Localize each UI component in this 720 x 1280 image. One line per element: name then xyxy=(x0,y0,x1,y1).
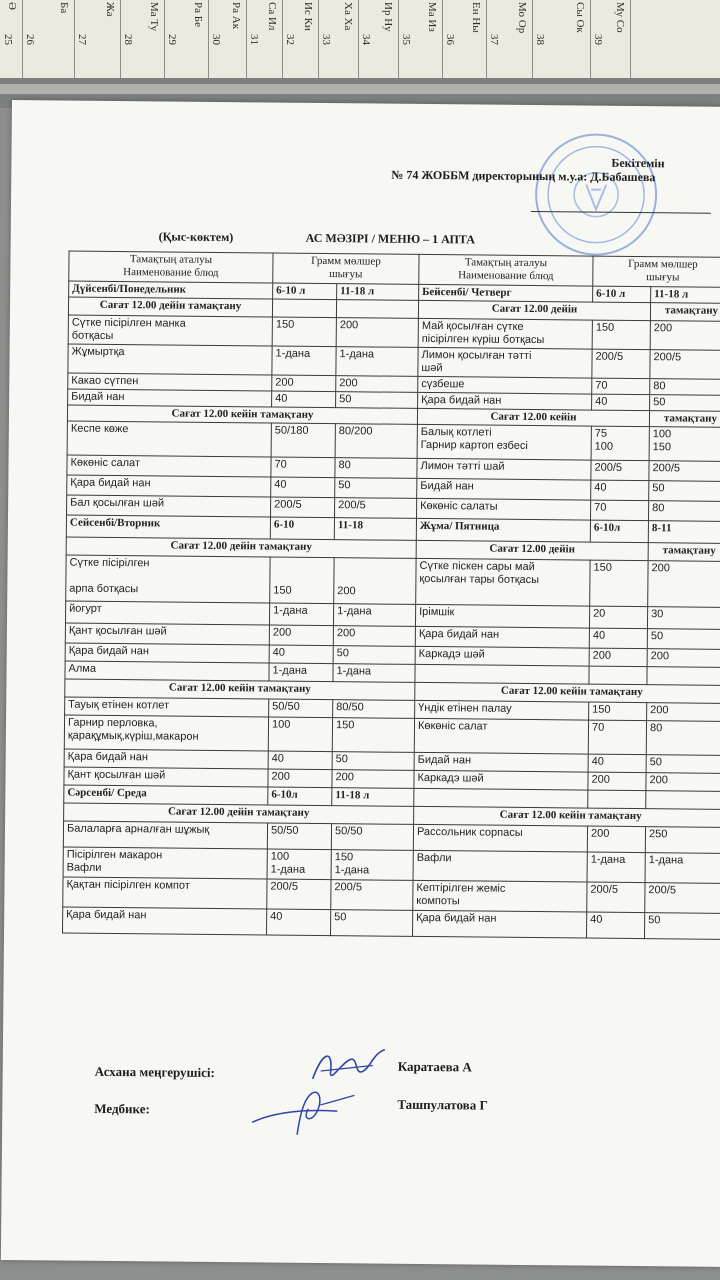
menu-cell xyxy=(646,791,720,810)
menu-cell: 150 xyxy=(270,557,334,604)
menu-day-header: 11-18 л xyxy=(651,287,720,304)
menu-cell: 50 xyxy=(644,913,720,940)
menu-cell: Қара бидай нан xyxy=(67,475,271,497)
menu-cell: Қара бидай нан xyxy=(418,392,592,410)
menu-cell: Қақтан пісірілген компот xyxy=(63,877,267,909)
menu-section-header: Сағат 12.00 кейін тамақтану xyxy=(415,682,720,703)
menu-section-header: Сағат 12.00 дейін xyxy=(416,540,648,560)
menu-cell: 40 xyxy=(268,751,332,770)
register-column xyxy=(532,0,591,78)
menu-cell: 50/180 xyxy=(271,423,335,458)
menu-cell: Рассольник сорпасы xyxy=(413,824,587,852)
menu-day-header: 11-18 л xyxy=(332,788,414,807)
menu-cell: 200 xyxy=(587,826,645,853)
menu-cell: 50 xyxy=(646,755,720,774)
menu-cell: 50 xyxy=(333,646,415,665)
menu-section-header: Сағат 12.00 кейін тамақтану xyxy=(67,405,417,424)
menu-cell: 1-дана xyxy=(333,664,415,683)
register-column xyxy=(282,0,319,78)
menu-cell: 100 xyxy=(268,717,332,752)
menu-cell: йогурт xyxy=(65,601,269,625)
menu-cell: 200 xyxy=(588,772,646,791)
menu-cell: 40 xyxy=(591,480,649,501)
register-column xyxy=(164,0,209,78)
menu-day-header: 6-10 xyxy=(270,517,334,540)
menu-cell: 200/5 xyxy=(645,883,720,914)
menu-cell: 50/50 xyxy=(267,823,331,850)
season-label: (Қыс-көктем) xyxy=(158,229,234,245)
menu-cell xyxy=(336,300,418,319)
menu-cell: 200 xyxy=(268,769,332,788)
menu-cell: 50 xyxy=(649,481,720,502)
menu-cell: 40 xyxy=(266,909,330,936)
menu-cell: 40 xyxy=(588,754,646,773)
menu-day-header: 11-18 л xyxy=(337,284,419,301)
menu-cell: 40 xyxy=(586,912,644,939)
menu-cell: Жұмыртқа xyxy=(68,344,272,375)
menu-column-header: Грамм мөлшер шығуы xyxy=(273,253,419,284)
menu-cell: 150 xyxy=(592,320,650,350)
menu-cell: Сүтке пісірілген манка ботқасы xyxy=(68,315,272,346)
register-column xyxy=(398,0,443,78)
menu-table xyxy=(62,251,720,940)
menu-cell: 200/5 xyxy=(271,497,335,518)
register-student-name: Ма Ту xyxy=(148,2,160,32)
menu-title: АС МӘЗІРІ / МЕНЮ – 1 АПТА xyxy=(305,230,475,247)
register-row-number: 32 xyxy=(284,34,296,45)
register-student-name: Му Со xyxy=(614,2,626,33)
menu-section-header: Сағат 12.00 дейін тамақтану xyxy=(66,537,416,558)
menu-cell: Кеспе көже xyxy=(67,421,271,457)
menu-cell: 40 xyxy=(592,394,650,411)
menu-day-header: 6-10л xyxy=(590,520,648,543)
menu-cell: 1-дана xyxy=(269,603,333,626)
menu-cell: 80 xyxy=(335,458,417,479)
menu-day-header: Дүйсенбі/Понедельник xyxy=(69,281,273,299)
menu-cell: 50/50 xyxy=(269,699,333,718)
clip-bar xyxy=(0,84,720,94)
register-row-number: 35 xyxy=(400,34,412,45)
register-row-number: 34 xyxy=(360,34,372,45)
menu-cell: Кептірілген жеміс компоты xyxy=(413,880,587,912)
register-column xyxy=(22,0,75,78)
menu-cell: 80 xyxy=(648,501,720,522)
menu-cell: 75 100 xyxy=(591,426,649,461)
register-column xyxy=(358,0,399,78)
menu-cell: 50/50 xyxy=(331,824,413,851)
menu-day-header: 6-10л xyxy=(268,787,332,806)
menu-cell: Үндік етінен палау xyxy=(415,700,589,720)
menu-cell: 200 xyxy=(589,648,647,667)
menu-cell: 100 1-дана xyxy=(267,849,331,880)
nurse-signature-icon xyxy=(242,1082,363,1143)
menu-cell: 200/5 xyxy=(331,880,413,911)
menu-cell: 80 xyxy=(650,379,720,396)
menu-cell: сүзбеше xyxy=(418,376,592,394)
menu-cell: 1-дана xyxy=(587,852,645,883)
menu-column-header: Грамм мөлшер шығуы xyxy=(593,256,720,287)
menu-cell: Гарнир перловка, қарақұмық,күріш,макарон xyxy=(64,715,268,751)
menu-cell: 40 xyxy=(589,628,647,649)
menu-cell: Қара бидай нан xyxy=(63,907,267,935)
menu-section-header: Сағат 12.00 кейін тамақтану xyxy=(65,679,415,700)
menu-cell: 150 1-дана xyxy=(331,850,413,881)
menu-cell: 30 xyxy=(647,607,720,630)
menu-cell: 200 xyxy=(650,321,720,351)
menu-cell: 50 xyxy=(330,910,412,937)
menu-cell: Сүтке піскен сары май қосылған тары ботқасы xyxy=(416,558,590,606)
register-student-name: Са Ил xyxy=(266,2,278,31)
menu-cell: Вафли xyxy=(413,850,587,882)
menu-section-header: Сағат 12.00 кейін тамақтану xyxy=(414,806,720,827)
menu-cell: 40 xyxy=(272,391,336,408)
menu-day-header: Бейсенбі/ Четверг xyxy=(419,284,593,302)
menu-section-header: тамақтану xyxy=(649,411,720,428)
menu-cell: 200 xyxy=(647,703,720,722)
menu-cell: 200/5 xyxy=(650,350,720,380)
menu-cell: 50 xyxy=(332,752,414,771)
register-student-name: Ра Ак xyxy=(230,2,242,30)
register-row-number: 33 xyxy=(320,34,332,45)
menu-day-header: Жұма/ Пятница xyxy=(416,518,590,542)
menu-cell: Қара бидай нан xyxy=(412,910,586,938)
menu-section-header: Сағат 12.00 дейін xyxy=(418,300,650,320)
menu-cell: 200 xyxy=(272,375,336,392)
menu-cell: 50 xyxy=(650,395,720,412)
menu-cell: Бидай нан xyxy=(417,478,591,500)
menu-cell: 200 xyxy=(336,318,418,348)
menu-cell: 1-дана xyxy=(269,663,333,682)
register-column xyxy=(120,0,165,78)
register-row-number: 31 xyxy=(248,34,260,45)
register-student-name: Ис Ки xyxy=(302,2,314,31)
register-row-number: 30 xyxy=(210,34,222,45)
register-column xyxy=(442,0,487,78)
menu-cell: Бидай нан xyxy=(414,752,588,772)
menu-cell: 200/5 xyxy=(592,349,650,379)
menu-cell: 1-дана xyxy=(333,604,415,627)
register-column xyxy=(208,0,247,78)
menu-section-header: тамақтану xyxy=(648,543,720,562)
menu-cell: 150 xyxy=(272,317,336,347)
menu-cell: 150 xyxy=(589,702,647,721)
register-column xyxy=(0,0,23,78)
menu-cell: Алма xyxy=(65,661,269,681)
menu-cell xyxy=(589,666,647,685)
menu-column-header: Тамақтың аталуы Наименование блюд xyxy=(69,251,273,283)
register-column xyxy=(318,0,359,78)
register-row-number: 36 xyxy=(444,34,456,45)
menu-cell: 1-дана xyxy=(272,346,336,376)
register-student-name: Ба xyxy=(58,2,70,14)
menu-section-header: Сағат 12.00 дейін тамақтану xyxy=(64,803,414,824)
register-student-name: Ен Ны xyxy=(470,2,482,33)
menu-cell: 100 150 xyxy=(649,427,720,462)
menu-cell: 80 xyxy=(646,721,720,756)
menu-cell: 70 xyxy=(271,457,335,478)
menu-cell: Қара бидай нан xyxy=(64,749,268,769)
menu-cell: 200/5 xyxy=(591,460,649,481)
menu-cell xyxy=(272,299,336,318)
menu-cell: 20 xyxy=(589,606,647,629)
menu-cell: 150 xyxy=(590,560,648,607)
menu-cell: Көкөніс салат xyxy=(414,718,588,754)
class-register-sheet xyxy=(0,0,720,80)
menu-cell: 50 xyxy=(336,392,418,409)
register-row-number: 25 xyxy=(2,34,14,45)
menu-cell: 70 xyxy=(590,500,648,521)
menu-cell: 50 xyxy=(335,478,417,499)
nurse-label: Медбике: xyxy=(94,1100,150,1117)
register-column xyxy=(590,0,631,78)
menu-cell: Балық котлеті Гарнир картоп езбесі xyxy=(417,424,591,460)
menu-cell: 200/5 xyxy=(267,879,331,910)
register-row-number: 27 xyxy=(76,34,88,45)
menu-cell: Балаларға арналған шұжық xyxy=(63,821,267,849)
register-student-name: Ә xyxy=(6,2,18,10)
menu-section-header: тамақтану xyxy=(650,303,720,322)
menu-cell: Көкөніс салаты xyxy=(417,498,591,520)
register-row-number: 28 xyxy=(122,34,134,45)
menu-cell: Қант қосылған шәй xyxy=(65,623,269,645)
menu-cell: Бал қосылған шәй xyxy=(67,495,271,517)
menu-cell: 40 xyxy=(271,477,335,498)
menu-cell: 200 xyxy=(333,626,415,647)
menu-cell: 200 xyxy=(269,625,333,646)
menu-cell: 1-дана xyxy=(336,347,418,377)
menu-cell: Қара бидай нан xyxy=(415,626,589,648)
menu-cell: 80/50 xyxy=(333,700,415,719)
menu-cell xyxy=(647,667,720,686)
menu-cell xyxy=(588,790,646,809)
menu-day-header: Сейсенбі/Вторник xyxy=(66,515,270,539)
register-row-number: 26 xyxy=(24,34,36,45)
register-row-number: 37 xyxy=(488,34,500,45)
cook-name: Каратаева А xyxy=(397,1058,472,1075)
menu-day-header: Сәрсенбі/ Среда xyxy=(64,785,268,805)
menu-cell: 40 xyxy=(269,645,333,664)
menu-cell: 1-дана xyxy=(645,853,720,884)
menu-section-header: Сағат 12.00 кейін xyxy=(417,408,649,426)
menu-section-header: Сағат 12.00 дейін тамақтану xyxy=(68,297,272,317)
menu-cell: Лимон қосылған тәтті шәй xyxy=(418,347,592,378)
menu-day-header: 11-18 xyxy=(334,518,416,541)
menu-cell: 200 xyxy=(648,561,720,608)
menu-cell: Қара бидай нан xyxy=(65,643,269,663)
menu-cell: Көкөніс салат xyxy=(67,455,271,477)
approval-title: Бекітемін xyxy=(611,155,665,171)
menu-cell: 70 xyxy=(592,378,650,395)
register-column xyxy=(486,0,533,78)
menu-cell: 200 xyxy=(334,558,416,605)
menu-sheet xyxy=(1,100,720,1267)
menu-cell: 200 xyxy=(336,376,418,393)
menu-row xyxy=(66,555,720,607)
register-student-name: Ра Бе xyxy=(192,2,204,27)
menu-cell: 70 xyxy=(588,720,646,755)
menu-cell: Какао сүтпен xyxy=(68,373,272,391)
register-student-name: Жа xyxy=(104,2,116,17)
menu-cell xyxy=(414,788,588,808)
menu-cell: Ірімшік xyxy=(415,604,589,628)
menu-cell: 200 xyxy=(332,770,414,789)
menu-cell: 80/200 xyxy=(335,424,417,459)
register-student-name: Ир Ну xyxy=(382,2,394,32)
register-row-number: 38 xyxy=(534,34,546,45)
register-row-number: 29 xyxy=(166,34,178,45)
menu-cell: 200 xyxy=(647,649,720,668)
menu-cell: Каркадэ шәй xyxy=(415,646,589,666)
menu-day-header: 6-10 л xyxy=(593,286,651,303)
menu-cell: Сүтке пісірілген арпа ботқасы xyxy=(66,555,270,603)
register-column xyxy=(246,0,283,78)
register-column xyxy=(74,0,121,78)
menu-cell: 150 xyxy=(332,718,414,753)
menu-day-header: 8-11 xyxy=(648,521,720,544)
school-stamp-icon xyxy=(530,129,661,260)
menu-cell: 200/5 xyxy=(335,498,417,519)
cook-label: Асхана меңгерушісі: xyxy=(94,1063,215,1080)
register-row-number: 39 xyxy=(592,34,604,45)
menu-cell: 200 xyxy=(646,773,720,792)
menu-cell xyxy=(415,664,589,684)
menu-day-header: 6-10 л xyxy=(273,283,337,300)
menu-cell: Қант қосылған шәй xyxy=(64,767,268,787)
register-student-name: Сы Ок xyxy=(574,2,586,33)
menu-cell: Каркадэ шәй xyxy=(414,770,588,790)
menu-cell: Бидай нан xyxy=(68,389,272,407)
register-student-name: Мо Ор xyxy=(516,2,528,34)
nurse-name: Ташпулатова Г xyxy=(397,1096,488,1113)
menu-row xyxy=(63,907,720,939)
menu-column-header: Тамақтың аталуы Наименование блюд xyxy=(419,254,593,286)
menu-cell: 200/5 xyxy=(649,461,720,482)
menu-cell: Лимон тәтті шай xyxy=(417,458,591,480)
menu-cell: 50 xyxy=(647,629,720,650)
register-student-name: Ма Из xyxy=(426,2,438,32)
approval-director-line: № 74 ЖОББМ директорының м.у.а: Д.Бабашева xyxy=(391,167,656,185)
menu-cell: 200/5 xyxy=(587,882,645,913)
menu-cell: 250 xyxy=(645,827,720,854)
menu-cell: Май қосылған сүтке пісірілген күріш ботқасы xyxy=(418,318,592,349)
menu-cell: Пісірілген макарон Вафли xyxy=(63,847,267,879)
menu-cell: Тауық етінен котлет xyxy=(65,697,269,717)
register-student-name: Ха Ха xyxy=(342,2,354,31)
